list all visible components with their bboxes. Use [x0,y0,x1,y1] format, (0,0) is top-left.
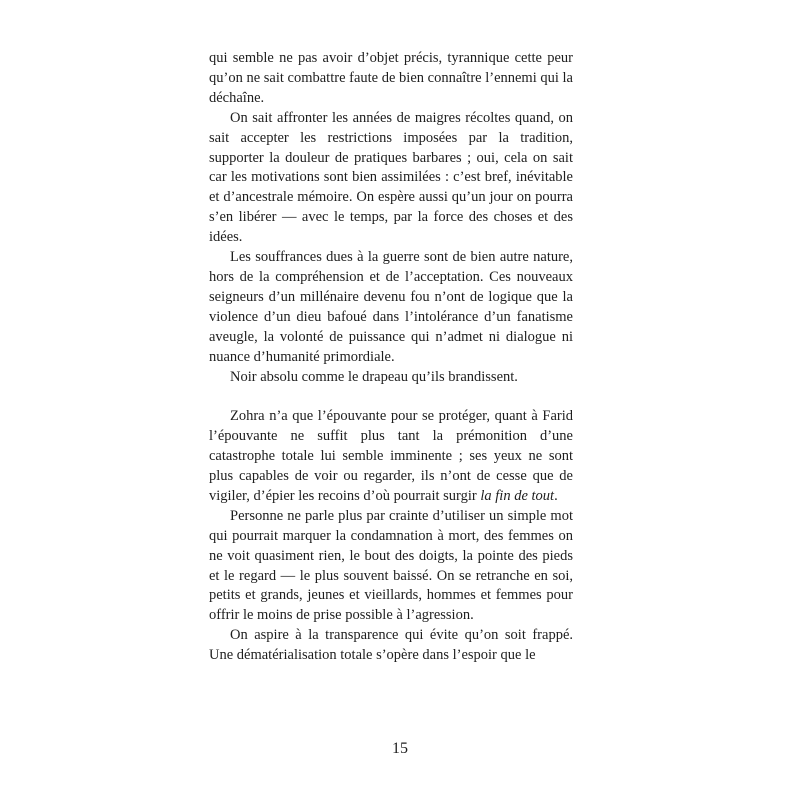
body-text [209,49,573,666]
section-break [209,387,573,407]
paragraph-zohra [209,407,573,507]
paragraph: qui semble ne pas avoir d’objet précis, tyrannique cette peur qu’on ne sait combattre faute de bien connaître l’ennemi qui la déchaîne. [209,50,573,106]
italic-phrase: la fin de tout [480,487,555,504]
page-number: 15 [392,740,408,757]
paragraph: Personne ne parle plus par crainte d’utiliser un simple mot qui pourrait marquer la condamnation à mort, des femmes on ne voit quasiment rien, le bout des doigts, la pointe des pieds et le regard — le plus souvent baissé. On se retranche en soi, petits et grands, jeunes et vieillards, hommes et femmes pour offrir le moins de prise possible à l’agression. [209,507,573,624]
paragraph-text: Zohra n’a que l’épouvante pour se protéger, quant à Farid l’épouvante ne suffit plus tant la prémonition d’une catastrophe totale lui semble imminente ; ses yeux ne sont plus capables de voir ou regarder, ils n’ont de cesse que de vigiler, d’épier les recoins d’où pourrait surgir [209,408,573,504]
paragraph: On sait affronter les années de maigres récoltes quand, on sait accepter les restrictions imposées par la tradition, supporter la douleur de pratiques barbares ; oui, cela on sait car les motivations sont bien assimilées : c’est bref, inévitable et d’ancestrale mémoire. On espère aussi qu’un jour on pourra s’en libérer — avec le temps, par la force des choses et des idées. [209,109,573,246]
paragraph: On aspire à la transparence qui évite qu’on soit frappé. Une dématérialisation totale s’opère dans l’espoir que le [209,627,573,664]
paragraph: Les souffrances dues à la guerre sont de bien autre nature, hors de la compréhension et de l’acceptation. Ces nouveaux seigneurs d’un millénaire devenu fou n’ont de logique que la violence d’un dieu bafoué dans l’intolérance d’un fanatisme aveugle, la volonté de puissance qui n’admet ni dialogue ni nuance d’humanité primordiale. [209,249,573,365]
paragraph-end: . [554,487,558,504]
paragraph: Noir absolu comme le drapeau qu’ils brandissent. [230,368,518,385]
